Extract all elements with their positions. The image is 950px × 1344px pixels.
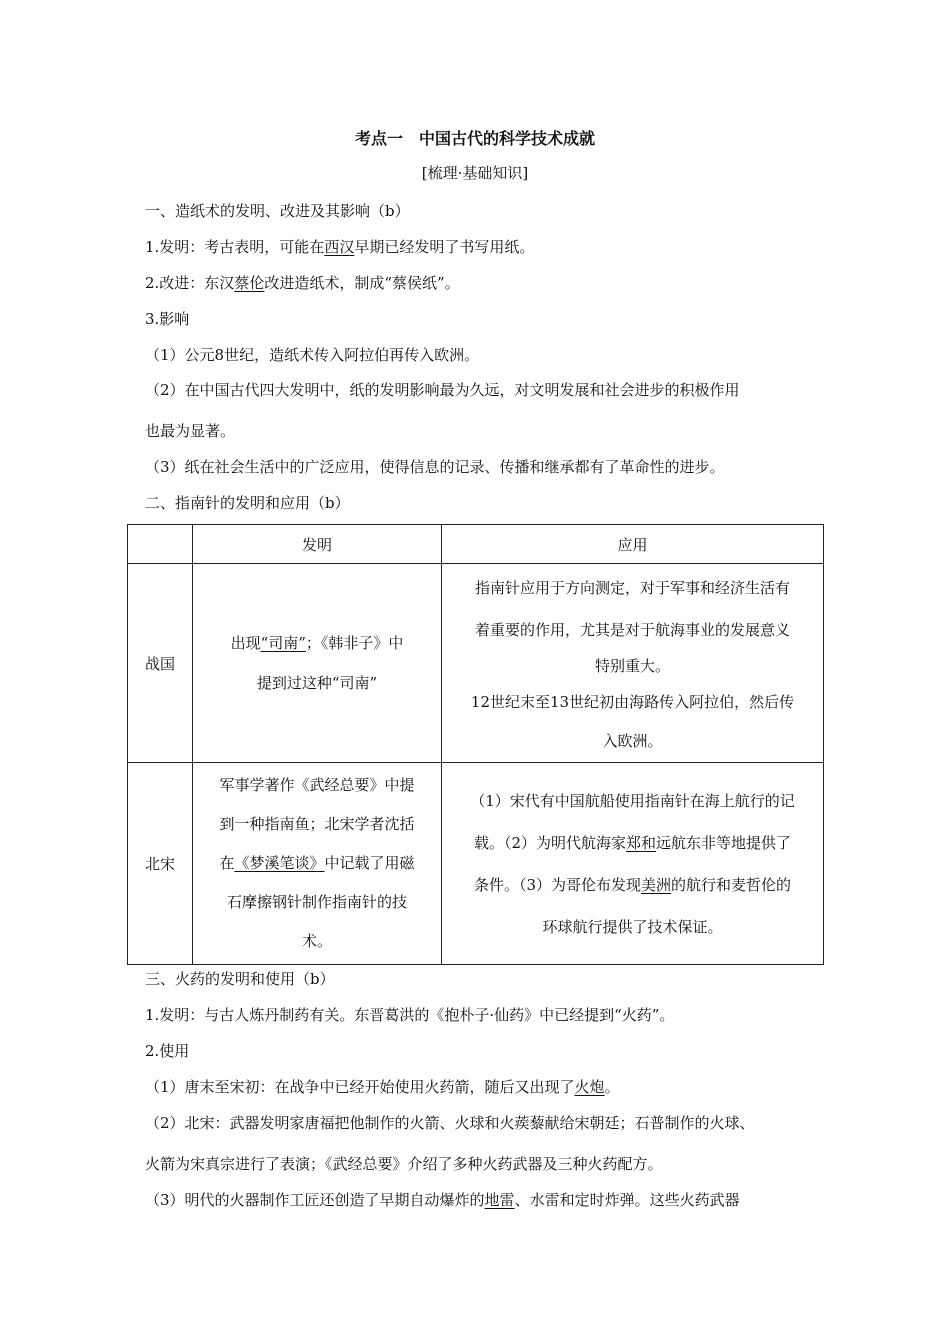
- section-3-heading: 三、火药的发明和使用（b）: [145, 970, 335, 988]
- table-row: [128, 564, 824, 763]
- compass-table: [127, 524, 824, 965]
- paragraph-gunpowder-use-2-cont: 火箭为宋真宗进行了表演；《武经总要》介绍了多种火药武器及三种火药配方。: [145, 1155, 663, 1173]
- paragraph-gunpowder-use-3: （3）明代的火器制作工匠还创造了早期自动爆炸的地雷、水雷和定时炸弹。这些火药武器: [145, 1191, 740, 1209]
- section-subtitle: [梳理·基础知识]: [421, 164, 529, 182]
- invention-cell: 出现“司南”；《韩非子》中 提到过这种“司南”: [193, 564, 442, 763]
- paragraph-influence-2-cont: 也最为显著。: [145, 422, 236, 440]
- keyword-sinan: “司南”: [260, 634, 306, 652]
- paragraph-invention: 1.发明：考古表明，可能在西汉早期已经发明了书写用纸。: [145, 238, 535, 256]
- header-empty-cell: [128, 525, 193, 564]
- paragraph-influence-heading: 3.影响: [145, 310, 190, 328]
- paragraph-influence-1: （1）公元8世纪，造纸术传入阿拉伯再传入欧洲。: [145, 346, 480, 364]
- page-title: 考点一 中国古代的科学技术成就: [354, 129, 595, 148]
- paragraph-improvement: 2.改进：东汉蔡伦改进造纸术，制成“蔡侯纸”。: [145, 274, 460, 292]
- application-cell: （1）宋代有中国航船使用指南针在海上航行的记 载。（2）为明代航海家郑和远航东非等地提供了 条件。（3）为哥伦布发现美洲的航行和麦哲伦的 环球航行提供了技术保证。: [442, 763, 824, 965]
- keyword-zhenghe: 郑和: [626, 833, 657, 852]
- invention-cell: 军事学著作《武经总要》中提 到一种指南鱼；北宋学者沈括 在《梦溪笔谈》中记载了用磁 石摩擦钢针制作指南针的技 术。: [193, 763, 442, 965]
- keyword-xihan: 西汉: [324, 238, 355, 256]
- keyword-huopao: 火炮: [574, 1078, 605, 1096]
- header-invention: 发明: [193, 525, 442, 564]
- paragraph-gunpowder-use: 2.使用: [145, 1042, 190, 1060]
- paragraph-gunpowder-invention: 1.发明：与古人炼丹制药有关。东晋葛洪的《抱朴子·仙药》中已经提到“火药”。: [145, 1006, 675, 1024]
- table-row: [128, 763, 824, 965]
- paragraph-gunpowder-use-1: （1）唐末至宋初：在战争中已经开始使用火药箭，随后又出现了火炮。: [145, 1078, 620, 1096]
- keyword-cailun: 蔡伦: [234, 274, 265, 292]
- keyword-mengxi-bitan: 《梦溪笔谈》: [234, 854, 325, 872]
- era-cell: 北宋: [128, 763, 193, 965]
- keyword-america: 美洲: [641, 875, 672, 894]
- application-cell: 指南针应用于方向测定，对于军事和经济生活有 着重要的作用，尤其是对于航海事业的发展意义 特别重大。 12世纪末至13世纪初由海路传入阿拉伯，然后传 入欧洲。: [442, 564, 824, 763]
- paragraph-gunpowder-use-2: （2）北宋：武器发明家唐福把他制作的火箭、火球和火蒺藜献给宋朝廷；石普制作的火球、: [145, 1114, 755, 1132]
- paragraph-influence-2: （2）在中国古代四大发明中，纸的发明影响最为久远，对文明发展和社会进步的积极作用: [145, 381, 740, 399]
- keyword-dilei: 地雷: [484, 1191, 515, 1209]
- header-application: 应用: [442, 525, 824, 564]
- section-1-heading: 一、造纸术的发明、改进及其影响（b）: [145, 202, 410, 220]
- table-header-row: [128, 525, 824, 564]
- era-cell: 战国: [128, 564, 193, 763]
- section-2-heading: 二、指南针的发明和应用（b）: [145, 494, 350, 512]
- paragraph-influence-3: （3）纸在社会生活中的广泛应用，使得信息的记录、传播和继承都有了革命性的进步。: [145, 458, 725, 476]
